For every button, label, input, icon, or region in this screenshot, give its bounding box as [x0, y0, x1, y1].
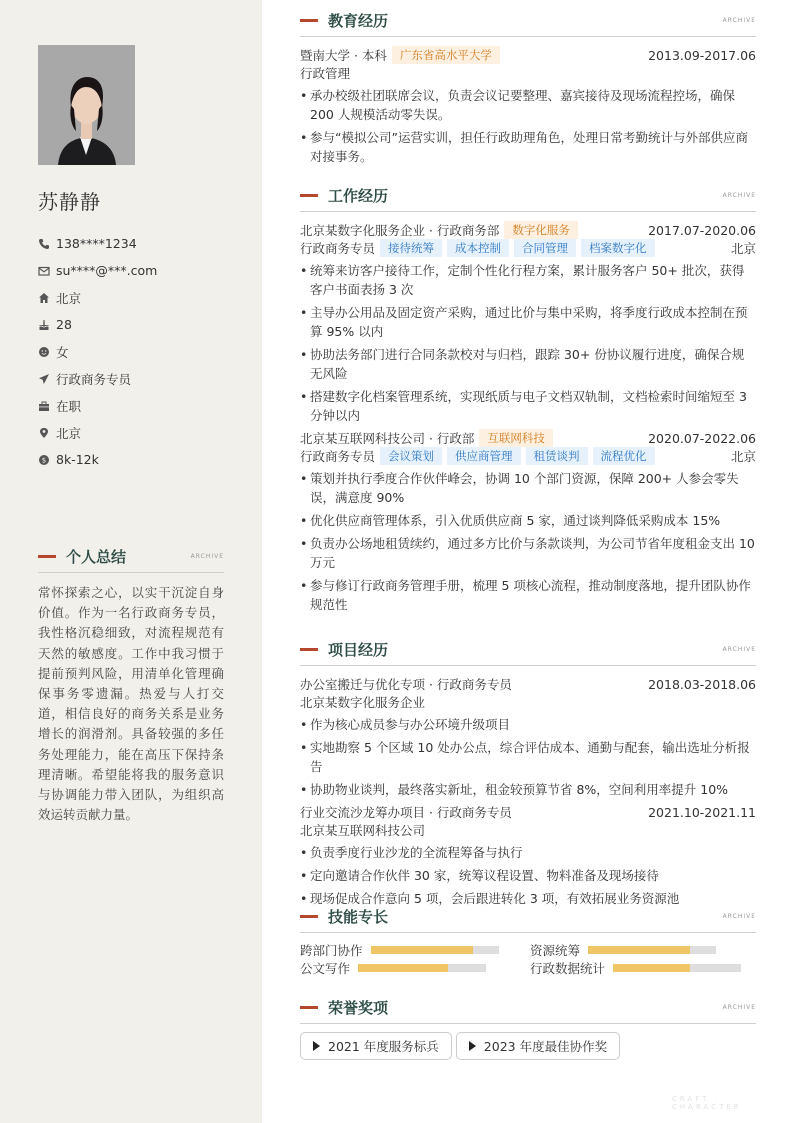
skill-bar	[358, 964, 486, 972]
job-skill-tag: 档案数字化	[581, 239, 655, 257]
skill-bar	[613, 964, 741, 972]
contact-salary	[38, 446, 157, 473]
project-bullets	[300, 715, 756, 799]
list-item: • 主导办公用品及固定资产采购，通过比价与集中采购，将季度行政成本控制在预算 95% 以内	[300, 303, 756, 341]
list-item: • 搭建数字化档案管理系统，实现纸质与电子文档双轨制，文档检索时间缩短至 3 分钟以内	[300, 387, 756, 425]
job-date: 2020.07-2022.06	[648, 430, 756, 446]
profile-photo	[38, 45, 135, 165]
skill-bar-fill	[588, 946, 690, 954]
list-item: • 现场促成合作意向 5 项，会后跟进转化 3 项，有效拓展业务资源池	[300, 889, 756, 908]
face-icon	[38, 346, 50, 358]
job-bullets	[300, 261, 756, 425]
list-item: • 统筹来访客户接待工作，定制个性化行程方案，累计服务客户 50+ 批次，获得客户书面表扬 3 次	[300, 261, 756, 299]
contact-phone-text: 138****1234	[56, 236, 137, 251]
awards-list	[300, 1032, 756, 1060]
project-org: 北京某数字化服务企业	[300, 695, 426, 710]
education-header	[300, 8, 756, 37]
list-item: • 参与修订行政商务管理手册，梳理 5 项核心流程，推动制度落地，提升团队协作规范性	[300, 576, 756, 614]
contact-status-text: 在职	[56, 398, 82, 414]
list-item: • 作为核心成员参与办公环境升级项目	[300, 715, 756, 734]
education-date: 2013.09-2017.06	[648, 47, 756, 63]
phone-icon	[38, 238, 50, 250]
candidate-name: 苏静静	[38, 190, 101, 214]
job-skill-tag: 成本控制	[447, 239, 509, 257]
job-industry-badge: 互联网科技	[479, 429, 553, 447]
project-entry	[300, 675, 756, 799]
list-item: • 定向邀请合作伙伴 30 家，统筹议程设置、物料准备及现场接待	[300, 866, 756, 885]
job-skill-tag: 流程优化	[593, 447, 655, 465]
skill-item	[300, 959, 530, 977]
education-school: 暨南大学 · 本科	[300, 48, 387, 63]
project-name-line	[300, 675, 756, 693]
contact-email	[38, 257, 157, 284]
project-org-line	[300, 693, 756, 711]
watermark: CRAFT · CHARACTER	[672, 1095, 742, 1111]
education-tag: ARCHIVE	[722, 16, 756, 24]
education-badge: 广东省高水平大学	[392, 46, 500, 64]
project-org: 北京某互联网科技公司	[300, 823, 426, 838]
awards-section	[300, 995, 756, 1060]
awards-title: 荣誉奖项	[328, 998, 389, 1017]
salary-icon	[38, 454, 50, 466]
list-item: • 协助物业谈判，最终落实新址，租金较预算节省 8%，空间利用率提升 10%	[300, 780, 756, 799]
email-icon	[38, 265, 50, 277]
job-company: 北京某数字化服务企业 · 行政商务部	[300, 223, 500, 238]
job-industry-badge: 数字化服务	[504, 221, 578, 239]
contact-gender	[38, 338, 157, 365]
award-label: 2023 年度最佳协作奖	[483, 1039, 608, 1054]
svg-text:$: $	[41, 456, 47, 465]
section-accent-bar	[300, 19, 318, 22]
contact-location	[38, 419, 157, 446]
summary-title: 个人总结	[66, 547, 127, 566]
list-item: • 策划并执行季度合作伙伴峰会，协调 10 个部门资源，保障 200+ 人参会零失误，满意度 90%	[300, 469, 756, 507]
job-role: 行政商务专员	[300, 241, 376, 256]
summary-header	[38, 544, 224, 573]
skill-name: 公文写作	[300, 961, 351, 976]
education-bullets	[300, 86, 756, 166]
education-section	[300, 8, 756, 166]
awards-tag: ARCHIVE	[722, 1003, 756, 1011]
award-chip	[300, 1032, 452, 1060]
home-icon	[38, 292, 50, 304]
briefcase-icon	[38, 400, 50, 412]
projects-header	[300, 637, 756, 666]
contact-position-text: 行政商务专员	[56, 371, 132, 387]
projects-title: 项目经历	[328, 640, 389, 659]
skill-bar	[588, 946, 716, 954]
sidebar	[0, 0, 262, 1123]
contact-email-text: su****@***.com	[56, 263, 158, 278]
summary-section	[38, 544, 224, 825]
job-bullets	[300, 469, 756, 614]
education-major: 行政管理	[300, 66, 351, 81]
list-item: • 负责办公场地租赁续约，通过多方比价与条款谈判，为公司节省年度租金支出 10 万元	[300, 534, 756, 572]
skills-tag: ARCHIVE	[722, 912, 756, 920]
cake-icon	[38, 319, 50, 331]
list-item: • 参与“模拟公司”运营实训，担任行政助理角色，处理日常考勤统计与外部供应商对接事务。	[300, 128, 756, 166]
list-item: • 协助法务部门进行合同条款校对与归档，跟踪 30+ 份协议履行进度，确保合规无风险	[300, 345, 756, 383]
skill-bar	[371, 946, 499, 954]
project-bullets	[300, 843, 756, 908]
section-accent-bar	[38, 555, 56, 558]
work-title: 工作经历	[328, 186, 389, 205]
project-entry	[300, 803, 756, 908]
skill-item	[300, 941, 530, 959]
skill-name: 跨部门协作	[300, 943, 363, 958]
section-accent-bar	[300, 648, 318, 651]
skill-item	[530, 941, 756, 959]
project-org-line	[300, 821, 756, 839]
job-skill-tag: 接待统筹	[380, 239, 442, 257]
job-skill-tag: 会议策划	[380, 447, 442, 465]
award-label: 2021 年度服务标兵	[328, 1039, 439, 1054]
contact-phone	[38, 230, 157, 257]
education-major-line	[300, 64, 756, 82]
education-school-line	[300, 46, 756, 64]
job-entry	[300, 221, 756, 425]
contact-age-text: 28	[56, 317, 72, 332]
skills-section	[300, 904, 756, 977]
work-section	[300, 183, 756, 614]
job-skill-tag: 租赁谈判	[526, 447, 588, 465]
section-accent-bar	[300, 1006, 318, 1009]
contact-salary-text: 8k-12k	[56, 452, 99, 467]
awards-header	[300, 995, 756, 1024]
skill-bar-fill	[358, 964, 448, 972]
project-name-line	[300, 803, 756, 821]
project-name: 行业交流沙龙筹办项目 · 行政商务专员	[300, 805, 512, 820]
skills-grid	[300, 941, 756, 977]
skill-bar-fill	[371, 946, 473, 954]
job-city: 北京	[730, 241, 756, 256]
job-skill-tag: 供应商管理	[447, 447, 521, 465]
skill-bar-fill	[613, 964, 690, 972]
job-skill-tag: 合同管理	[514, 239, 576, 257]
job-city: 北京	[730, 449, 756, 464]
contact-gender-text: 女	[56, 344, 69, 360]
contact-city-text: 北京	[56, 290, 82, 306]
contact-city	[38, 284, 157, 311]
work-header	[300, 183, 756, 212]
list-item: • 负责季度行业沙龙的全流程筹备与执行	[300, 843, 756, 862]
contact-list	[38, 230, 157, 473]
job-entry	[300, 429, 756, 614]
section-accent-bar	[300, 915, 318, 918]
job-role: 行政商务专员	[300, 449, 376, 464]
project-date: 2021.10-2021.11	[648, 804, 756, 820]
play-triangle-icon	[313, 1041, 320, 1051]
job-company: 北京某互联网科技公司 · 行政部	[300, 431, 475, 446]
play-triangle-icon	[469, 1041, 476, 1051]
contact-location-text: 北京	[56, 425, 82, 441]
list-item: • 优化供应商管理体系，引入优质供应商 5 家，通过谈判降低采购成本 15%	[300, 511, 756, 530]
job-company-line	[300, 429, 756, 447]
job-date: 2017.07-2020.06	[648, 222, 756, 238]
job-company-line	[300, 221, 756, 239]
education-title: 教育经历	[328, 11, 389, 30]
location-pin-icon	[38, 427, 50, 439]
section-accent-bar	[300, 194, 318, 197]
skill-name: 资源统筹	[530, 943, 581, 958]
work-tag: ARCHIVE	[722, 191, 756, 199]
skills-title: 技能专长	[328, 907, 389, 926]
job-role-line	[300, 239, 756, 257]
skill-item	[530, 959, 756, 977]
project-name: 办公室搬迁与优化专项 · 行政商务专员	[300, 677, 512, 692]
contact-status	[38, 392, 157, 419]
list-item: • 实地勘察 5 个区域 10 处办公点，综合评估成本、通勤与配套，输出选址分析报告	[300, 738, 756, 776]
skills-header	[300, 904, 756, 933]
job-role-line	[300, 447, 756, 465]
project-date: 2018.03-2018.06	[648, 676, 756, 692]
contact-position	[38, 365, 157, 392]
projects-section	[300, 637, 756, 908]
contact-age	[38, 311, 157, 338]
list-item: • 承办校级社团联席会议，负责会议记要整理、嘉宾接待及现场流程控场，确保 200 人规模活动零失误。	[300, 86, 756, 124]
summary-tag: ARCHIVE	[190, 552, 224, 560]
skill-name: 行政数据统计	[530, 961, 606, 976]
projects-tag: ARCHIVE	[722, 645, 756, 653]
send-icon	[38, 373, 50, 385]
award-chip	[456, 1032, 620, 1060]
summary-text: 常怀探索之心，以实干沉淀自身价值。作为一名行政商务专员，我性格沉稳细致，对流程规范有天然的敏感度。工作中我习惯于提前预判风险，用清单化管理确保事务零遗漏。热爱与人打交道，相信良好的商务关系是业务增长的润滑剂。具备较强的多任务处理能力，能在高压下保持条理清晰。希望能将我的服务意识与协调能力带入团队，为组织高效运转贡献力量。	[38, 585, 224, 823]
